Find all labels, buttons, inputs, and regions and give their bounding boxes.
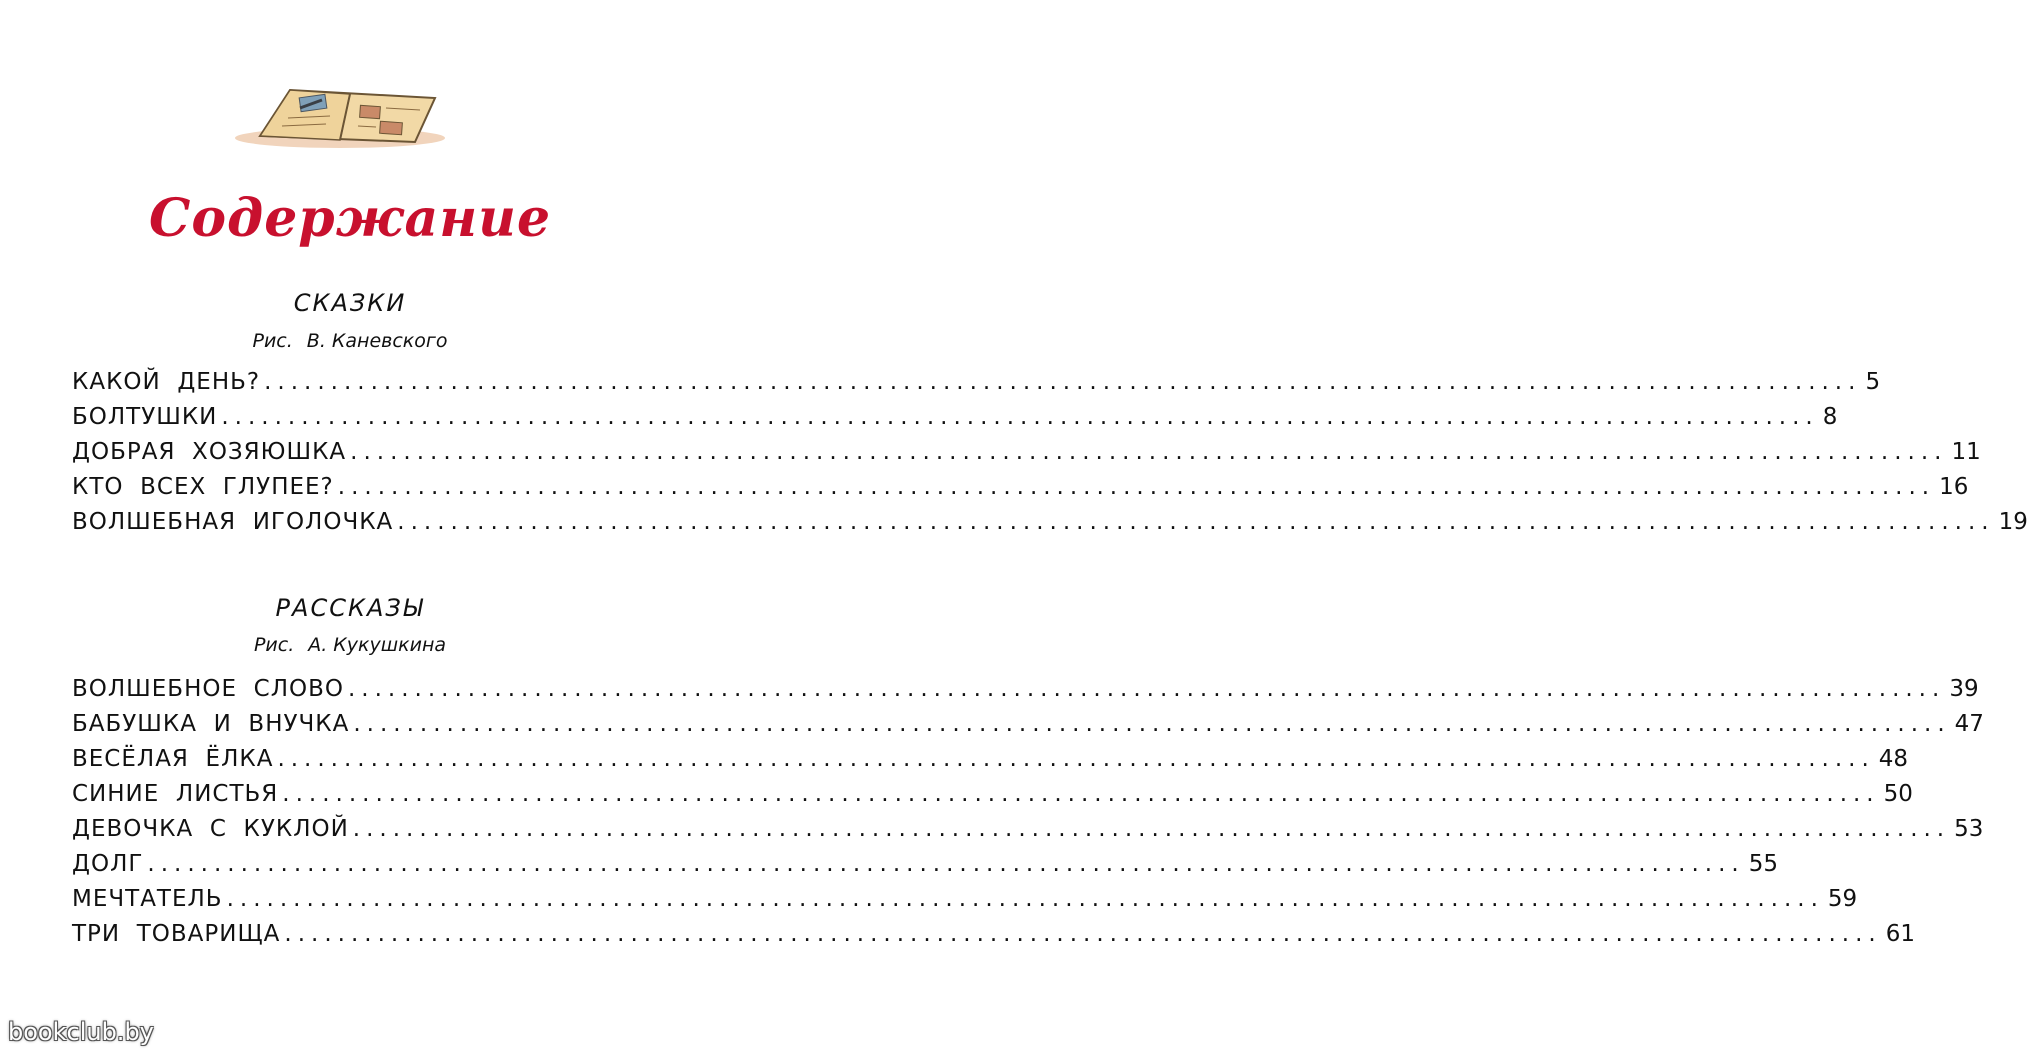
leader-dots: ........................................................................................................................ xyxy=(397,509,1995,535)
book-illustration-icon xyxy=(230,78,460,150)
toc-entry[interactable] xyxy=(72,435,1981,470)
entry-title: ВОЛШЕБНОЕ СЛОВО xyxy=(72,676,344,702)
section-credit xyxy=(0,330,700,352)
entry-page: 59 xyxy=(1827,886,1858,912)
entry-title: КТО ВСЕХ ГЛУПЕЕ? xyxy=(72,474,334,500)
entry-page: 53 xyxy=(1954,816,1984,842)
leader-dots: ........................................................................................................................ xyxy=(347,676,1946,702)
leader-dots: ........................................................................................................................ xyxy=(282,781,1880,807)
section-title-stories: РАССКАЗЫ xyxy=(275,594,425,622)
credit-name: В. Каневского xyxy=(306,330,448,352)
toc-entry[interactable] xyxy=(72,505,2028,540)
entry-title: СИНИЕ ЛИСТЬЯ xyxy=(72,781,279,807)
leader-dots: ........................................................................................................................ xyxy=(277,746,1875,772)
entry-title: ВОЛШЕБНАЯ ИГОЛОЧКА xyxy=(72,509,394,535)
toc-entry[interactable] xyxy=(72,882,1858,917)
entry-page: 11 xyxy=(1951,439,1981,465)
entry-page: 48 xyxy=(1878,746,1909,772)
entry-title: ВЕСЁЛАЯ ЁЛКА xyxy=(72,746,274,772)
entry-title: БОЛТУШКИ xyxy=(72,404,218,430)
toc-entry[interactable] xyxy=(72,400,1838,435)
leader-dots: ........................................................................................................................ xyxy=(284,921,1882,947)
entry-page: 61 xyxy=(1885,921,1915,947)
leader-dots: ........................................................................................................................ xyxy=(264,369,1862,395)
leader-dots: ........................................................................................................................ xyxy=(337,474,1936,500)
entry-title: КАКОЙ ДЕНЬ? xyxy=(72,369,261,395)
entry-title: ДЕВОЧКА С КУКЛОЙ xyxy=(72,816,349,842)
page-title: Содержание xyxy=(148,188,552,249)
toc-entry[interactable] xyxy=(72,672,1979,707)
leader-dots: ........................................................................................................................ xyxy=(226,886,1824,912)
entry-page: 8 xyxy=(1822,404,1838,430)
watermark: bookclub.by xyxy=(8,1018,154,1046)
leader-dots: ........................................................................................................................ xyxy=(147,851,1745,877)
entry-page: 16 xyxy=(1939,474,1969,500)
toc-list-stories xyxy=(72,672,1984,952)
credit-prefix: Рис. xyxy=(253,634,295,656)
entry-title: ТРИ ТОВАРИЩА xyxy=(72,921,281,947)
leader-dots: ........................................................................................................................ xyxy=(221,404,1819,430)
entry-page: 50 xyxy=(1883,781,1913,807)
toc-entry[interactable] xyxy=(72,365,1881,400)
entry-page: 55 xyxy=(1748,851,1779,877)
toc-entry[interactable] xyxy=(72,470,1969,505)
section-credit xyxy=(0,634,700,656)
entry-page: 47 xyxy=(1954,711,1984,737)
credit-prefix: Рис. xyxy=(252,330,293,352)
entry-page: 19 xyxy=(1998,509,2028,535)
entry-title: ДОБРАЯ ХОЗЯЮШКА xyxy=(72,439,347,465)
toc-entry[interactable] xyxy=(72,917,1915,952)
entry-title: ДОЛГ xyxy=(72,851,144,877)
credit-name: А. Кукушкина xyxy=(308,634,447,656)
toc-entry[interactable] xyxy=(72,742,1909,777)
toc-list-fairy-tales xyxy=(72,365,2028,540)
leader-dots: ........................................................................................................................ xyxy=(353,711,1951,737)
leader-dots: ........................................................................................................................ xyxy=(350,439,1948,465)
toc-entry[interactable] xyxy=(72,707,1984,742)
entry-title: БАБУШКА И ВНУЧКА xyxy=(72,711,350,737)
toc-entry[interactable] xyxy=(72,812,1984,847)
toc-entry[interactable] xyxy=(72,847,1779,882)
entry-page: 39 xyxy=(1949,676,1979,702)
entry-page: 5 xyxy=(1865,369,1881,395)
leader-dots: ........................................................................................................................ xyxy=(352,816,1951,842)
section-title-fairy-tales: СКАЗКИ xyxy=(293,289,407,317)
toc-entry[interactable] xyxy=(72,777,1913,812)
entry-title: МЕЧТАТЕЛЬ xyxy=(72,886,223,912)
